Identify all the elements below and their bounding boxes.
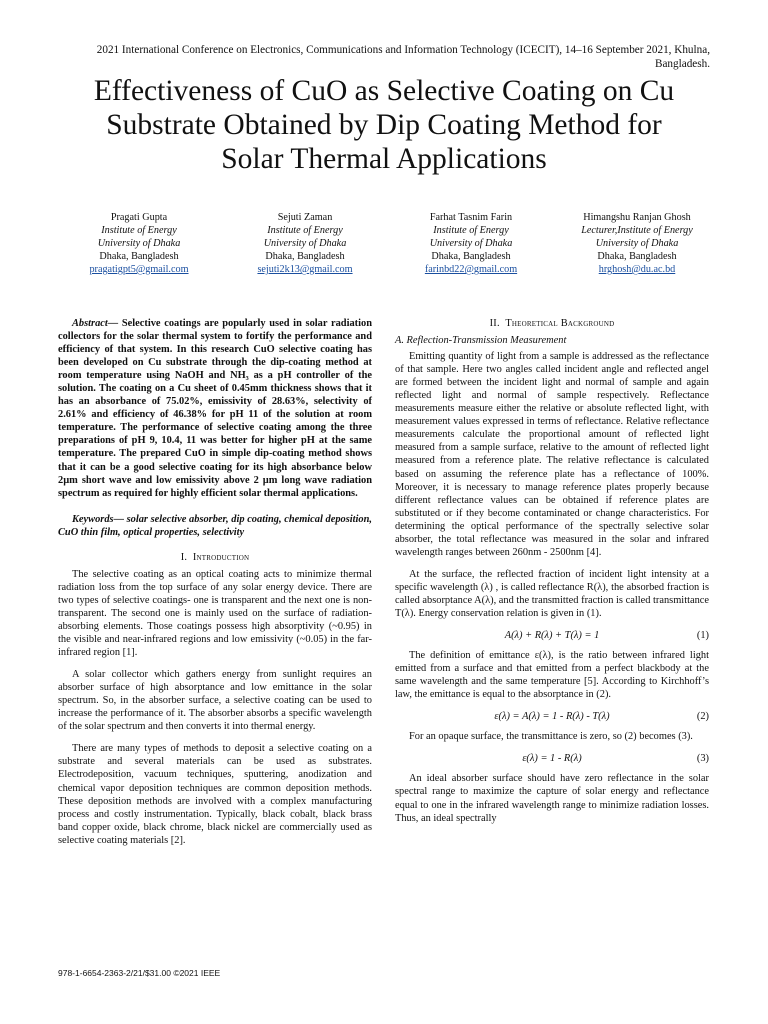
intro-paragraph: There are many types of methods to deposit a selective coating on a substrate and several materials can be used as substrates. Electrodeposition, vacuum techniques, sputtering, anodization and chemical vapor deposition techniques are common deposition methods. These deposition methods are involved with a complex manufacturing process and costly instrumentation. Typically, black cobalt, black brass band copper oxide, black chrome, black nickel are commercially used as selective coating materials [2]. bbox=[58, 743, 372, 846]
abstract-lead: Abstract— bbox=[72, 318, 119, 329]
conference-header: 2021 International Conference on Electronics, Communications and Information Technology (ICECIT), 14–16 September 2021, Khulna, Bangladesh. bbox=[96, 44, 710, 70]
equation-1: A(λ) + R(λ) + T(λ) = 1 (1) bbox=[504, 630, 709, 642]
author-email-link[interactable]: pragatigpt5@gmail.com bbox=[89, 264, 189, 275]
author-affiliation: Institute of Energy bbox=[433, 225, 509, 236]
author-name: Himangshu Ranjan Ghosh bbox=[583, 212, 691, 223]
author-3 bbox=[388, 211, 554, 276]
paper-title bbox=[40, 74, 728, 176]
author-university: University of Dhaka bbox=[263, 238, 347, 249]
author-block bbox=[56, 211, 720, 276]
abstract-body: Selective coatings are popularly used in solar radiation collectors for the solar thermal system to fortify the performance and efficiency of that system. In this research CuO selective coating has been developed on Cu substrate through the dip-coating method at room temperature using NaOH and NH₃ as a pH controller of the solution. The coating on a Cu sheet of 0.45mm thickness shows that it has an absorbance of 75.02%, emissivity of 28.63%, selectivity of 2.61% and efficiency of 46.38% for pH 11 of the solution at room temperature. The performance of selective coating among the three preparations of pH 9, 10.4, 11 was better for higher pH at the same temperature. The prepared CuO in simple dip-coating method shows that it can be a good selective coating for its high absorbance below 2µm short wave and low emissivity above 2 µm long wave radiation spectrum as required for highly efficient solar thermal applications. bbox=[58, 318, 372, 499]
equation-number: (3) bbox=[696, 753, 709, 765]
keywords: Keywords— solar selective absorber, dip coating, chemical deposition, CuO thin film, optical properties, selectivity bbox=[58, 513, 372, 538]
left-column bbox=[58, 317, 372, 856]
intro-paragraph: The selective coating as an optical coating acts to minimize thermal radiation loss from the top surface of any solar energy device. There are two types of selective coatings- one is transparent and the next one is non-transparent. The second one is mainly used on the surface of radiation-absorbing elements. Those coatings possess high absorptivity (~0.95) in the visible and near-infrared regions and low emissivity (~0.05) in the far-infrared region [1]. bbox=[58, 568, 372, 659]
author-location: Dhaka, Bangladesh bbox=[431, 251, 511, 262]
body-paragraph: The definition of emittance ε(λ), is the ratio between infrared light emitted from a surface and that emitted from a perfect blackbody at the same wavelength and the same temperature [5]. According to Kirchhoff’s law, the emittance is equal to the absorptance in (2). bbox=[395, 650, 709, 701]
author-affiliation: Institute of Energy bbox=[267, 225, 343, 236]
author-name: Pragati Gupta bbox=[110, 212, 168, 223]
equation-number: (2) bbox=[696, 711, 709, 723]
subsection-heading: A. Reflection-Transmission Measurement bbox=[395, 335, 567, 347]
body-paragraph: Emitting quantity of light from a sample is addressed as the reflectance of that sample. Here two angles called incident angle and reflected angel are formed between the incident light and normal of sample and again reflected light and normal of sample respectively. Reflectance measurements measure either the relative or absolute reflected light, with measurement values expressed in terms of reflectance. Relative reflectance measurements calculate the proportional amount of reflected light measured from a sample surface, relative to the amount of reflected light measured from a reference plate. The relative reflectance is calculated based on assuming the reference plate has a reflectance of 100%. Moreover, it is necessary to manage reference plates properly because different reflectance values can be obtained if reference plates are substituted or if they become contaminated or change characteristics. For determining the optical performance of the spectrally selective solar absorber, the total reflectance was measured in the solar and infrared wavelength ranges between 260nm - 2500nm [4]. bbox=[395, 351, 709, 558]
author-name: Sejuti Zaman bbox=[277, 212, 333, 223]
author-2 bbox=[222, 211, 388, 276]
equation-number: (1) bbox=[696, 630, 709, 642]
title-line-2: Substrate Obtained by Dip Coating Method for bbox=[106, 109, 662, 141]
author-university: University of Dhaka bbox=[429, 238, 513, 249]
author-affiliation: Lecturer,Institute of Energy bbox=[581, 225, 693, 236]
right-column bbox=[395, 317, 709, 834]
author-university: University of Dhaka bbox=[97, 238, 181, 249]
author-location: Dhaka, Bangladesh bbox=[99, 251, 179, 262]
body-paragraph: For an opaque surface, the transmittance is zero, so (2) becomes (3). bbox=[409, 731, 693, 743]
title-line-1: Effectiveness of CuO as Selective Coating on Cu bbox=[93, 75, 675, 107]
body-paragraph: An ideal absorber surface should have zero reflectance in the solar spectral range to maximize the capture of solar energy and reflectance equal to one in the infrared wavelength range to minimize radiation losses. Thus, an ideal spectrally bbox=[395, 773, 709, 824]
author-email-link[interactable]: farinbd22@gmail.com bbox=[424, 264, 518, 275]
author-location: Dhaka, Bangladesh bbox=[597, 251, 677, 262]
author-location: Dhaka, Bangladesh bbox=[265, 251, 345, 262]
author-email-link[interactable]: sejuti2k13@gmail.com bbox=[257, 264, 353, 275]
author-4 bbox=[554, 211, 720, 276]
author-1 bbox=[56, 211, 222, 276]
author-name: Farhat Tasnim Farin bbox=[429, 212, 513, 223]
section-heading-theoretical-background: II. Theoretical Background bbox=[489, 318, 615, 329]
abstract bbox=[58, 317, 372, 500]
section-heading-introduction: I. Introduction bbox=[180, 551, 250, 563]
equation-3: ε(λ) = 1 - R(λ) (3) bbox=[522, 753, 709, 765]
equation-2: ε(λ) = A(λ) = 1 - R(λ) - T(λ) (2) bbox=[494, 711, 709, 723]
author-university: University of Dhaka bbox=[595, 238, 679, 249]
body-paragraph: At the surface, the reflected fraction of incident light intensity at a specific wavelength (λ) , is called reflectance R(λ), the absorbed fraction is called absorptance A(λ), and the transmitted fraction is called transmittance T(λ). Energy conservation relation is given in (1). bbox=[395, 568, 709, 619]
copyright-footer: 978-1-6654-2363-2/21/$31.00 ©2021 IEEE bbox=[58, 968, 221, 978]
author-affiliation: Institute of Energy bbox=[101, 225, 177, 236]
intro-paragraph: A solar collector which gathers energy from sunlight requires an absorber surface of high absorptance and low emittance in the solar spectrum. So, in the absorber surface, a selective coating can be used to increase the performance of it. The absorber absorbs a specific wavelength of the solar spectrum and then converts it into thermal energy. bbox=[58, 669, 372, 733]
title-line-3: Solar Thermal Applications bbox=[221, 143, 547, 175]
author-email-link[interactable]: hrghosh@du.ac.bd bbox=[598, 264, 676, 275]
